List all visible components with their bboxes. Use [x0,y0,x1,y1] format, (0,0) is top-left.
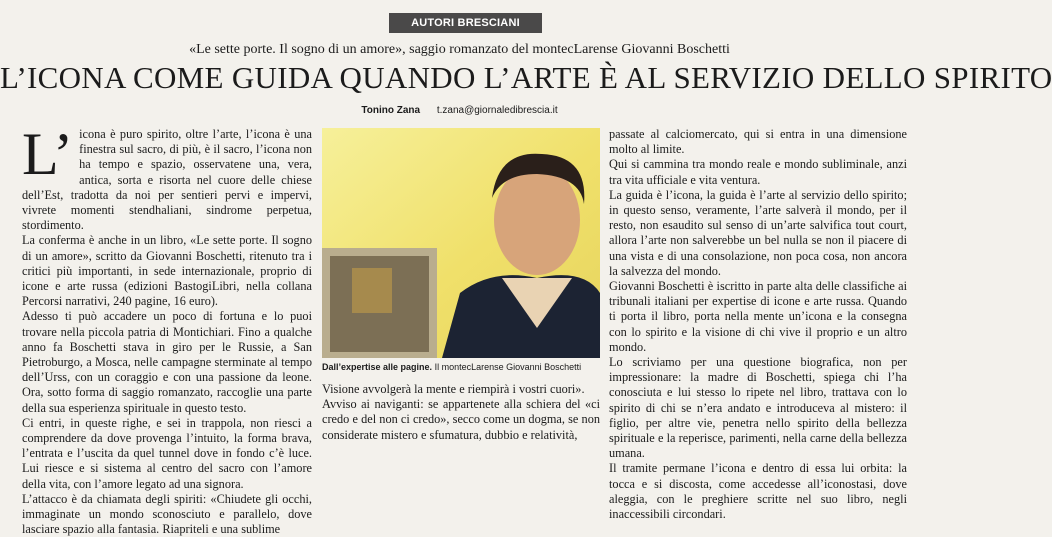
author-email: t.zana@giornaledibrescia.it [436,105,558,116]
paragraph: Avviso ai naviganti: se appartenete alla schiera del «ci credo e del non ci credo», secco come un dogma, se non considerate mistero e sfumatura, dubbio e relatività, [322,397,600,442]
byline [0,105,919,116]
paragraph: Visione avvolgerà la mente e riempirà i vostri cuori». [322,382,585,396]
paragraph: icona è puro spirito, oltre l’arte, l’icona è una finestra sul sacro, di più, è il sacro, l’icona non ha tempo e spazio, osservatene una, vera, antica, sorta e risorta nel cuore delle chiese dell’Est, tradotta da noi per sentieri pervi e impervi, vivrete momenti stendhaliani, sindrome perpetua, stordimento. [22,127,312,233]
paragraph: Adesso ti può accadere un poco di fortuna e lo puoi trovare nella piccola patria di Montichiari. Fino a qualche anno fa Boschetti stava in giro per le Russie, a San Pietroburgo, a Mosca, nelle campagne sterminate al tempo dell’Urss, con un coraggio e con una passione da leone. Ora, sotto forma di saggio romanzato, raccoglie una parte della sua esperienza spirituale in questo testo. [22,309,312,415]
article-subtitle: «Le sette porte. Il sogno di un amore», saggio romanzato del montecLarense Giovanni Boschetti [189,42,730,57]
author-name: Tonino Zana [361,105,421,116]
article-headline: L’ICONA COME GUIDA QUANDO L’ARTE È AL SERVIZIO DELLO SPIRITO [0,60,1052,95]
caption-bold: Dall’expertise alle pagine. [322,362,433,372]
caption-text: Il montecLarense Giovanni Boschetti [434,362,582,372]
face [494,165,580,275]
paragraph: Giovanni Boschetti è iscritto in parte alta delle classifiche ai tribunali italiani per expertise di icone e arte russa. Quando ti porta il libro, porta nella mente un’icona e la consegna con lo spirito e la visione di chi vive il proprio e un altro mondo. [609,279,907,354]
portrait-photo [322,128,600,358]
column-2 [322,382,600,443]
paragraph: Lo scriviamo per una questione biografica, non per impressionare: la madre di Boschetti, spiega chi l’ha conosciuta e lui stesso lo ripete nel libro, trattava con lo spirito di chi se n’era andato e introduceva al mistero: il figlio, per altre vie, penetra nello spirito della bellezza spirituale e la reperisce, parimenti, nella carne della bellezza umana. [609,355,907,461]
column-1 [22,121,312,537]
portrait-illustration [322,128,600,358]
drop-cap: L’ [22,121,74,187]
column-3 [609,127,907,522]
paragraph: Ci entri, in queste righe, e sei in trappola, non riesci a comprendere da dove provenga l’intuito, la forma brava, l’entrata e l’uscita da quel tunnel dove in fondo c’è luce. Lui riesce e si sistema al centro del sacro con l’amore della vita, con l’amore legato ad una signora. [22,415,312,491]
photo-caption [322,362,612,372]
paragraph: La guida è l’icona, la guida è l’arte al servizio dello spirito; in questo senso, veramente, l’arte salverà il mondo, per il resto, non esaudito sul senso di un’arte salvifica tout court, allora l’arte non salverebbe un bel nulla se non il piacere di una vista e di una consolazione, non poca cosa, non ancora la salvezza del mondo. [609,187,907,278]
paragraph: L’attacco è da chiamata degli spiriti: «Chiudete gli occhi, immaginate un mondo sconosciuto e parallelo, dove lasciare spazio alla fantasia. Riapriteli e una sublime [22,491,312,537]
paragraph: Il tramite permane l’icona e dentro di essa lui orbita: la tocca e si discosta, come accedesse all’iconostasi, dove aleggia, con le preghiere scritte nel suo libro, negli inaccessibili circondari. [609,461,907,522]
section-tag: AUTORI BRESCIANI [389,13,542,33]
paragraph: passate al calciomercato, qui si entra in una dimensione molto al limite. [609,127,907,157]
paragraph: Qui si cammina tra mondo reale e mondo subliminale, anzi tra vita ufficiale e vita ventura. [609,157,907,187]
paragraph: La conferma è anche in un libro, «Le sette porte. Il sogno di un amore», scritto da Giovanni Boschetti, ritenuto tra i critici più importanti, in sede internazionale, proprio di icone e arte russa (edizioni BastogiLibri, nella collana Percorsi narrativi, 240 pagine, 16 euro). [22,233,312,309]
